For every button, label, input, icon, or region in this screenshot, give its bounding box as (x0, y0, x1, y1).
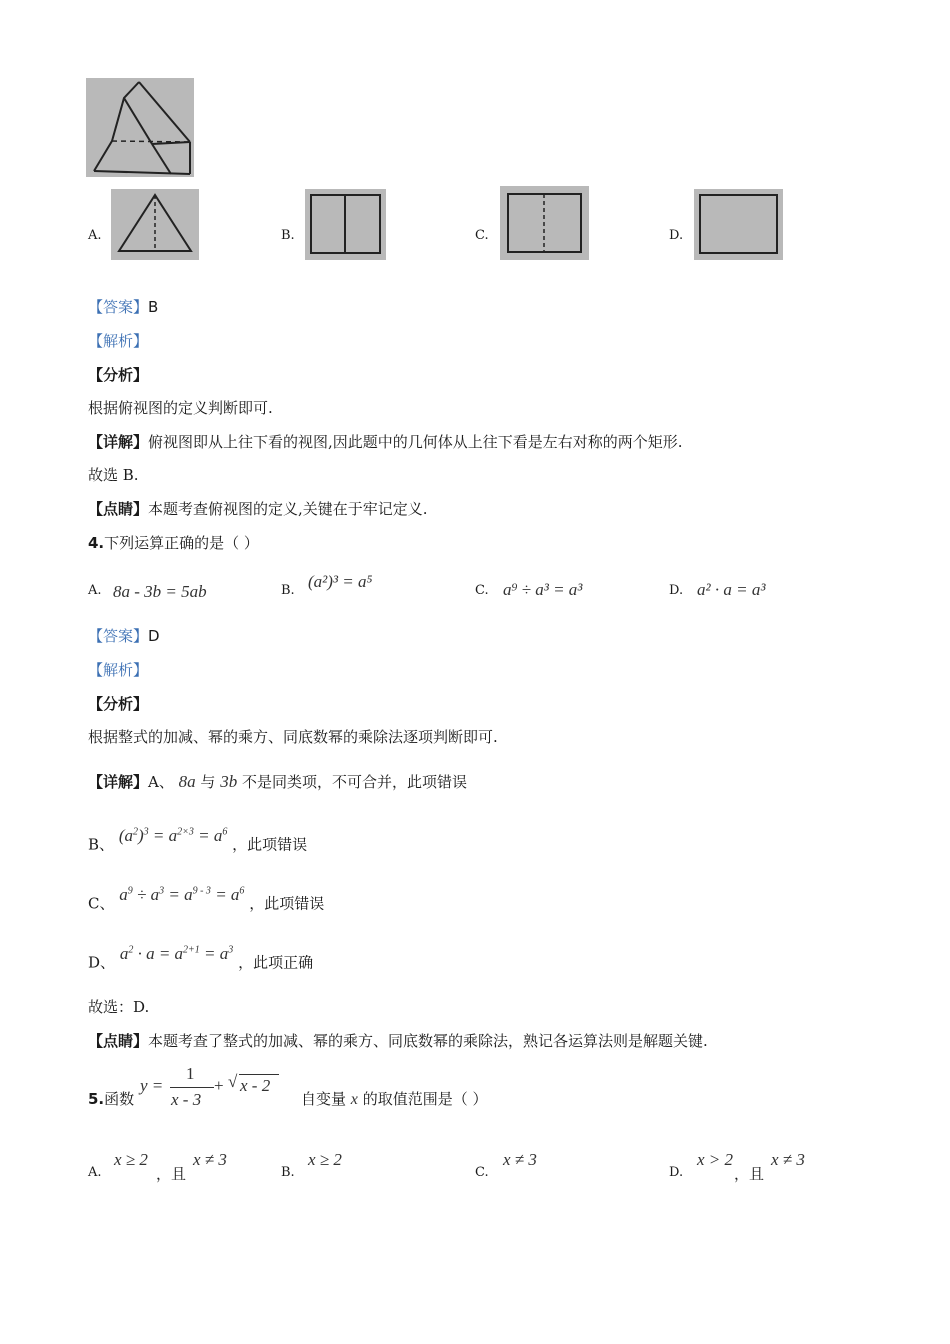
stem-suffix: 自变量 (301, 1090, 347, 1108)
detail-text: 不是同类项，不可合并，此项错误 (242, 773, 468, 791)
detail-prefix: A、 (148, 773, 174, 791)
formula-plus: + (214, 1076, 224, 1095)
q3-analysis-tag: 【解析】 (88, 332, 149, 350)
q4-answer-line (88, 626, 160, 646)
q4-fenxi-text: 根据整式的加减、幂的乘方、同底数幂的乘除法逐项判断即可. (88, 728, 498, 746)
q3-option-d-image (694, 189, 783, 260)
question-number: 5. (88, 1090, 105, 1108)
q3-option-d-label: D. (669, 228, 684, 243)
q5-option-a-expr1: x ≥ 2 (114, 1150, 148, 1169)
stem-prefix: 函数 (104, 1090, 135, 1108)
detail-prefix: D、 (88, 953, 116, 972)
q5-function-formula (140, 1064, 290, 1114)
dianjing-text: 本题考查俯视图的定义,关键在于牢记定义. (148, 500, 428, 518)
detail-suffix: ，此项错误 (232, 835, 308, 854)
dianjing-text: 本题考查了整式的加减、幂的乘方、同底数幂的乘除法，熟记各运算法则是解题关键. (148, 1032, 708, 1050)
q5-option-b-expr1: x ≥ 2 (308, 1150, 342, 1169)
dianjing-tag: 【点睛】 (88, 1032, 149, 1050)
xiangjie-tag: 【详解】 (88, 433, 149, 451)
q4-detail-b (88, 825, 308, 855)
q5-option-d-sep: ，且 (734, 1165, 765, 1183)
q3-fenxi-tag: 【分析】 (88, 366, 149, 384)
q5-option-b-label: B. (281, 1165, 295, 1180)
xiangjie-tag: 【详解】 (88, 773, 149, 791)
q3-option-a-image (111, 189, 199, 260)
stem-end: 的取值范围是（ ） (362, 1090, 488, 1108)
term-8a: 8a (178, 772, 196, 791)
q5-option-d-expr2: x ≠ 3 (771, 1150, 805, 1169)
q3-fenxi-text: 根据俯视图的定义判断即可. (88, 399, 273, 417)
formula-y-eq: y = (140, 1076, 164, 1095)
q3-xiangjie-line (88, 432, 683, 452)
q5-option-a-sep: ，且 (156, 1165, 187, 1183)
answer-value: D (148, 627, 160, 645)
q4-option-b-expr: (a²)³ = a⁵ (308, 572, 373, 591)
q5-option-d-label: D. (669, 1165, 684, 1180)
fraction-bar (170, 1087, 214, 1088)
detail-prefix: C、 (88, 894, 115, 913)
solid-figure-image (86, 78, 194, 177)
q3-option-c-image (500, 186, 589, 260)
q5-stem-rest (301, 1089, 487, 1110)
q3-option-b-label: B. (281, 228, 295, 243)
q4-analysis-tag: 【解析】 (88, 661, 149, 679)
q4-stem (88, 533, 259, 553)
sqrt-bar (239, 1074, 279, 1075)
stem-var: x (350, 1091, 358, 1108)
detail-prefix: B、 (88, 835, 115, 854)
detail-suffix: ，此项错误 (249, 894, 325, 913)
q4-option-b-label: B. (281, 583, 295, 598)
q4-option-d-label: D. (669, 583, 684, 598)
q4-detail-d (88, 943, 314, 973)
formula-numerator: 1 (186, 1064, 195, 1083)
answer-tag: 【答案】 (88, 627, 149, 645)
q3-option-b-image (305, 189, 386, 260)
dianjing-tag: 【点睛】 (88, 500, 149, 518)
q5-option-a-label: A. (88, 1165, 102, 1180)
detail-suffix: ，此项正确 (238, 953, 314, 972)
q3-answer-line (88, 297, 158, 317)
q4-detail-a (88, 772, 467, 792)
q4-option-a-label: A. (88, 583, 102, 598)
q5-option-c-expr1: x ≠ 3 (503, 1150, 537, 1169)
term-3b: 3b (220, 772, 238, 791)
question-number: 4. (88, 534, 105, 552)
q4-dianjing-line (88, 1031, 708, 1051)
answer-tag: 【答案】 (88, 298, 149, 316)
q3-dianjing-line (88, 499, 428, 519)
q4-detail-c (88, 884, 325, 914)
xiangjie-text: 俯视图即从上往下看的视图,因此题中的几何体从上往下看是左右对称的两个矩形. (148, 433, 683, 451)
detail-c-expr: $a^9 \div a^3 = a^{9 - 3} = a^6$ (119, 884, 245, 904)
q5-option-a-expr2: x ≠ 3 (193, 1150, 227, 1169)
q5-stem (88, 1089, 134, 1109)
q3-option-c-label: C. (475, 228, 489, 243)
q4-option-d-expr: a² · a = a³ (697, 580, 766, 599)
q5-option-d-expr1: x > 2 (697, 1150, 734, 1169)
detail-b-expr: $(a^2)^3 = a^{2\times 3} = a^6$ (118, 825, 228, 845)
sqrt-radicand: x - 2 (240, 1076, 271, 1095)
formula-denominator: x - 3 (171, 1090, 202, 1109)
q4-option-c-label: C. (475, 583, 489, 598)
answer-value: B (148, 298, 159, 316)
question-stem: 下列运算正确的是（ ） (104, 534, 259, 552)
q3-option-a-label: A. (88, 228, 102, 243)
q4-fenxi-tag: 【分析】 (88, 695, 149, 713)
sqrt-sign: √ (228, 1072, 238, 1091)
q4-option-c-expr: a⁹ ÷ a³ = a³ (503, 580, 583, 599)
q4-guxuan: 故选：D. (88, 998, 150, 1016)
q4-option-a-expr: 8a - 3b = 5ab (113, 582, 207, 601)
detail-d-expr: $a^2 \cdot a = a^{2+1} = a^3$ (119, 943, 234, 963)
conj: 与 (200, 773, 216, 791)
q5-option-c-label: C. (475, 1165, 489, 1180)
q3-guxuan: 故选 B. (88, 466, 139, 484)
